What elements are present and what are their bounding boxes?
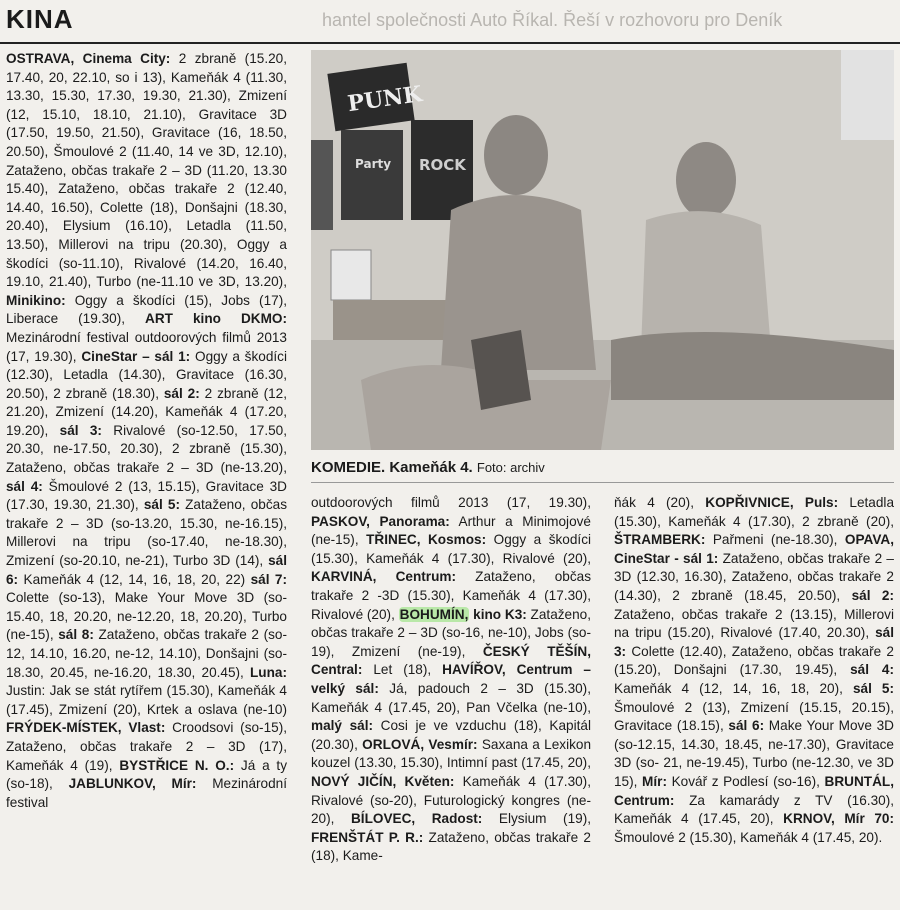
listing-text: Colette (so-13), Make Your Move 3D (so-15.40, 18, 20.20, ne-12.20, 18, 20.20), Turbo (ne-15),: [6, 590, 287, 643]
venue-label: sál 2:: [851, 587, 894, 603]
listing-text: Saxana a Lexikon kouzel (13.30, 15.30), Intimní past (17.45, 20),: [311, 736, 591, 771]
listing-text: Let (18),: [362, 662, 443, 678]
venue-label: sál 5:: [852, 680, 894, 696]
listings-column-3: [614, 494, 894, 908]
bleed-through-text: hantel společnosti Auto Říkal. Řeší v rozhovoru pro Deník: [322, 10, 783, 30]
listing-text: Arthur a Minimojové (ne-15),: [311, 513, 591, 548]
listing-text: Zataženo, občas trakaře 2 – 3D (so-16, ne-10), Jobs (so-19), Zmizení (ne-19),: [311, 606, 591, 659]
section-title: KINA: [6, 4, 74, 34]
listing-text: 2 zbraně (12, 21.20), Zmizení (14.20), Kameňák 4 (17.20, 19.20),: [6, 385, 287, 438]
caption-rule: [311, 482, 894, 483]
section-header: [0, 0, 900, 44]
venue-label: PASKOV, Panorama:: [311, 513, 450, 529]
venue-label: BOHUMÍN,: [399, 606, 469, 622]
listing-text: Šmoulové 2 (13, 15.15), Gravitace 3D (17.30, 19.30, 21.30),: [6, 478, 287, 513]
venue-label: OPAVA, CineStar - sál 1:: [614, 532, 894, 566]
listing-text: Croodsovi (so-15), Zataženo, občas trakaře 2 – 3D (17), Kameňák 4 (19),: [6, 720, 287, 773]
speaker: [331, 250, 371, 300]
venue-label: ORLOVÁ, Vesmír:: [362, 736, 478, 752]
venue-label: sál 7:: [250, 571, 287, 587]
venue-label: KARVINÁ, Centrum:: [311, 569, 457, 585]
listing-text: Zataženo, občas trakaře 2 (13.15), Millerovi na tripu (15.20), Rivalové (17.40, 20.30),: [614, 606, 894, 641]
venue-label: TŘINEC, Kosmos:: [366, 532, 487, 548]
listing-text: Já, padouch 2 – 3D (15.30), Kameňák 4 (17.45, 20), Pan Včelka (ne-10),: [311, 680, 591, 715]
listing-text: Rivalové (so-12.50, 17.50, 20.30, ne-17.50, 20.30), 2 zbraně (15.30), Zataženo, občas trakaře 2 – 3D (ne-13.20),: [6, 422, 287, 476]
listing-text: Pařmeni (ne-18.30),: [705, 532, 845, 548]
listing-text: Zataženo, občas trakaře 2 – 3D (so-13.20, 15.30, ne-16.15), Millerovi na tripu (so-17.40, ne-18.30), Zmizení (so-20.10, ne-21), Turbo 3D (14),: [6, 497, 287, 569]
venue-label: NOVÝ JIČÍN, Květen:: [311, 773, 455, 789]
venue-label: malý sál:: [311, 718, 374, 734]
listing-text: Mezinárodní festival outdoorových filmů 2013 (17, 19.30),: [6, 329, 287, 364]
listing-text: Cosi je ve vzduchu (18), Kapitál (20.30),: [311, 718, 591, 752]
listing-text: 2 zbraně (15.20, 17.40, 20, 22.10, so i 13), Kameňák 4 (11.30, 13.30, 15.30, 17.30, 19.30, 21.30), Zmizení (12, 15.10, 18.10, 21.10), Gravitace 3D (17.50, 19.50, 21.50), Gravitace (16, 18.50, 20.50), Šmoulové 2 (11.40, 14 ve 3D, 12.10), Zataženo, občas trakaře 2 – 3D (11.20, 13.30 15.40), Zataženo, občas trakaře 2 (12.40, 14.40, 16.50), Colette (18), Donšajni (18.30, 20.40), Elysium (16.10), Letadla (11.50, 13.50), Millerovi na tripu (20.30), Oggy a škodíci (so-11.10), Rivalové (14.20, 16.40, 19.10, 21.40), Turbo (ne-11.10 ve 3D, 13.20),: [6, 51, 287, 290]
venue-label: KOPŘIVNICE, Puls:: [705, 495, 839, 510]
listing-text: Šmoulové 2 (13), Zmizení (15.15, 20.15), Gravitace (18.15),: [614, 699, 894, 734]
listing-text: Zataženo, občas trakaře 2 (18), Kame-: [311, 829, 591, 864]
venue-label: kino K3:: [469, 606, 527, 622]
venue-label: JABLUNKOV, Mír:: [68, 776, 197, 792]
venue-label: FRÝDEK-MÍSTEK, Vlast:: [6, 720, 166, 736]
venue-label: KRNOV, Mír 70:: [783, 811, 894, 827]
venue-label: Mír:: [642, 773, 667, 789]
venue-label: sál 6:: [6, 553, 287, 587]
listing-text: Oggy a škodíci (15), Jobs (17), Liberace (19.30),: [6, 292, 287, 327]
poster-party: [341, 130, 403, 220]
listing-text: Oggy a škodíci (12.30), Letadla (14.30), Gravitace (16.30, 20.50), 2 zbraně (18.30),: [6, 348, 287, 401]
venue-label: ŠTRAMBERK:: [614, 532, 706, 548]
listing-text: Já a ty (so-18),: [6, 757, 287, 792]
venue-label: sál 8:: [58, 627, 94, 643]
listing-text: Oggy a škodíci (15.30), Kameňák 4 (17.30), Rivalové (20),: [311, 532, 591, 566]
listing-text: outdoorových filmů 2013 (17, 19.30),: [311, 495, 591, 510]
venue-label: Minikino:: [6, 292, 66, 308]
poster-punk-label: PUNK: [345, 80, 424, 118]
venue-label: sál 2:: [163, 385, 200, 401]
venue-label: ČESKÝ TĚŠÍN, Central:: [311, 643, 591, 678]
shelf: [333, 300, 453, 340]
listing-text: Mezinárodní festival: [6, 776, 287, 810]
listing-text: Make Your Move 3D (so-12.15, 14.30, 18.45, ne-17.30), Gravitace 3D (so- 21, ne-19.45), Turbo (ne-12.30, ve 3D 15),: [614, 718, 894, 789]
venue-label: Luna:: [250, 664, 287, 680]
photo-caption: [311, 458, 894, 478]
poster-right: [841, 50, 894, 140]
venue-label: sál 4:: [6, 478, 43, 494]
caption-credit: Foto: archiv: [476, 460, 545, 475]
listing-text: Zataženo, občas trakaře 2 (so-12, 14.10, 16.20, ne-12, 14.10), Donšajni (so- 18.30, 20.45, ne-16.20, 18.30, 20.45),: [6, 627, 287, 680]
caption-lead: KOMEDIE. Kameňák 4.: [311, 459, 473, 476]
listing-text: ňák 4 (20),: [614, 495, 706, 510]
venue-label: sál 6:: [728, 718, 765, 734]
iron: [471, 330, 531, 410]
listing-text: Zataženo, občas trakaře 2 -3D (15.30), Kameňák 4 (17.30), Rivalové (20),: [311, 569, 591, 622]
listing-text: Kameňák 4 (12, 14, 16, 18, 20, 22): [18, 571, 251, 587]
venue-label: sál 3:: [614, 625, 894, 659]
listing-text: Kovář z Podlesí (so-16),: [666, 773, 825, 789]
venue-label: sál 4:: [850, 662, 894, 678]
listings-column-2: [311, 494, 591, 908]
listing-text: Kameňák 4 (17.30), Rivalové (so-20), Futurologický kongres (ne-20),: [311, 773, 591, 827]
poster-party-label: Party: [355, 157, 392, 171]
venue-label: ART kino DKMO:: [145, 311, 287, 327]
listing-text: Justin: Jak se stát rytířem (15.30), Kameňák 4 (17.45), Zmizení (20), Krtek a oslava (ne-10): [6, 683, 287, 717]
article-photo: [311, 50, 894, 450]
listing-text: Za kamarády z TV (16.30), Kameňák 4 (17.45, 20),: [614, 792, 894, 827]
poster-rock-label: ROCK: [419, 156, 466, 174]
venue-label: sál 3:: [59, 422, 102, 438]
listing-text: Zataženo, občas trakaře 2 – 3D (12.30, 16.30), Zataženo, občas trakaře 2 (14.30), 2 zbraně (18.45, 20.50),: [614, 550, 894, 603]
listing-text: Letadla (15.30), Kameňák 4 (17.30), 2 zbraně (20),: [614, 495, 894, 529]
listing-text: Šmoulové 2 (15.30), Kameňák 4 (17.45, 20).: [614, 829, 883, 845]
poster-left: [311, 140, 333, 230]
listing-text: Kameňák 4 (12, 14, 16, 18, 20),: [614, 680, 853, 696]
photo-illustration: [311, 50, 894, 450]
venue-label: BRUNTÁL, Centrum:: [614, 773, 894, 808]
man-left-head: [484, 115, 548, 195]
venue-label: FRENŠTÁT P. R.:: [311, 829, 424, 845]
man-right-shirt: [641, 211, 771, 350]
venue-label: BÍLOVEC, Radost:: [350, 811, 483, 827]
venue-label: sál 5:: [143, 497, 180, 513]
listing-text: Elysium (19),: [482, 811, 591, 827]
listing-text: Colette (12.40), Zataženo, občas trakaře 2 (15.20), Donšajni (17.30, 19.45),: [614, 643, 894, 678]
man-right-head: [676, 142, 736, 218]
venue-label: HAVÍŘOV, Centrum – velký sál:: [311, 662, 591, 696]
venue-label: OSTRAVA, Cinema City:: [6, 51, 171, 66]
venue-label: CineStar – sál 1:: [81, 348, 191, 364]
venue-label: BYSTŘICE N. O.:: [119, 757, 235, 773]
listings-column-1: [6, 50, 287, 908]
